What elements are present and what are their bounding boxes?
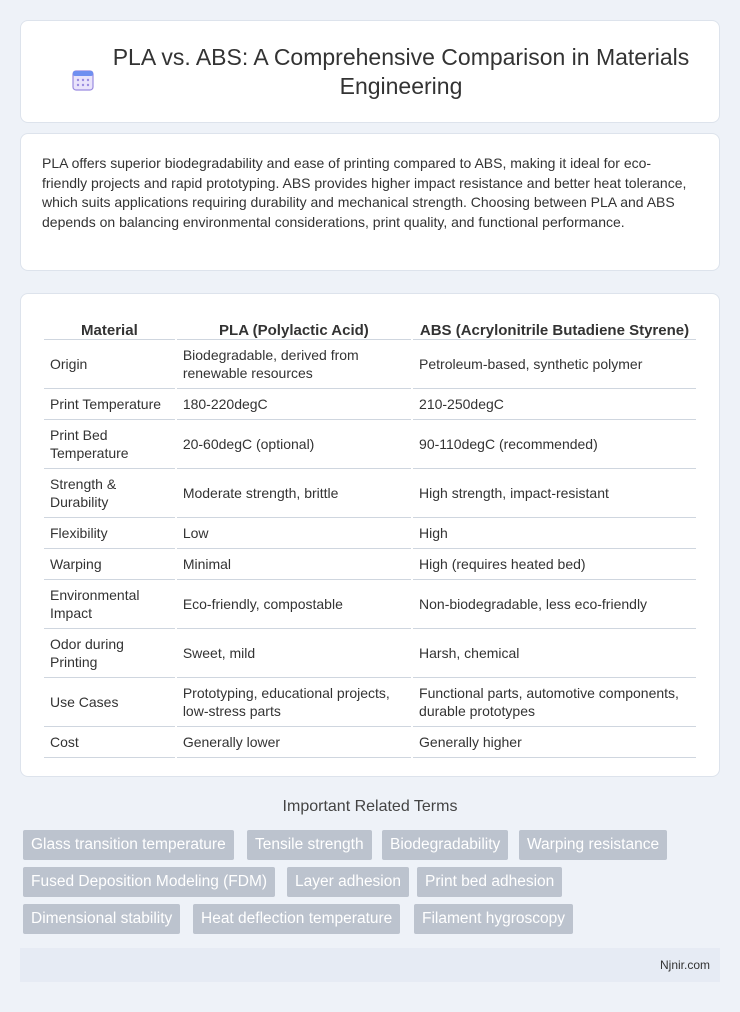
abs-value: High (requires heated bed) <box>413 549 696 580</box>
row-label: Odor during Printing <box>44 629 175 678</box>
row-label: Warping <box>44 549 175 580</box>
term-tag[interactable]: Heat deflection temperature <box>193 904 400 934</box>
pla-value: Low <box>177 518 411 549</box>
term-tag[interactable]: Layer adhesion <box>287 867 409 897</box>
abs-value: High strength, impact-resistant <box>413 469 696 518</box>
pla-value: Generally lower <box>177 727 411 758</box>
table-row <box>44 389 696 420</box>
pla-value: 20-60degC (optional) <box>177 420 411 469</box>
table-row <box>44 518 696 549</box>
abs-value: Petroleum-based, synthetic polymer <box>413 340 696 389</box>
term-tag[interactable]: Tensile strength <box>247 830 372 860</box>
calendar-icon <box>71 68 95 92</box>
pla-value: Prototyping, educational projects, low-stress parts <box>177 678 411 727</box>
pla-value: Eco-friendly, compostable <box>177 580 411 629</box>
row-label: Print Temperature <box>44 389 175 420</box>
footer <box>20 948 720 982</box>
pla-value: Moderate strength, brittle <box>177 469 411 518</box>
row-label: Use Cases <box>44 678 175 727</box>
abs-value: 210-250degC <box>413 389 696 420</box>
table-row <box>44 727 696 758</box>
table-row <box>44 678 696 727</box>
pla-value: Biodegradable, derived from renewable resources <box>177 340 411 389</box>
header-abs: ABS (Acrylonitrile Butadiene Styrene) <box>413 314 696 340</box>
abs-value: Harsh, chemical <box>413 629 696 678</box>
pla-value: 180-220degC <box>177 389 411 420</box>
abs-value: 90-110degC (recommended) <box>413 420 696 469</box>
row-label: Origin <box>44 340 175 389</box>
summary-card <box>20 133 720 271</box>
term-tag[interactable]: Biodegradability <box>382 830 508 860</box>
abs-value: Functional parts, automotive components, durable prototypes <box>413 678 696 727</box>
row-label: Print Bed Temperature <box>44 420 175 469</box>
table-row <box>44 340 696 389</box>
term-tag[interactable]: Filament hygroscopy <box>414 904 573 934</box>
pla-value: Sweet, mild <box>177 629 411 678</box>
table-header-row <box>44 314 696 340</box>
page-title: PLA vs. ABS: A Comprehensive Comparison in Materials Engineering <box>112 44 690 99</box>
row-label: Strength & Durability <box>44 469 175 518</box>
abs-value: Generally higher <box>413 727 696 758</box>
table-row <box>44 469 696 518</box>
table-row <box>44 549 696 580</box>
table-row <box>44 580 696 629</box>
comparison-table-card <box>20 293 720 777</box>
related-terms-heading: Important Related Terms <box>282 798 458 815</box>
term-tag[interactable]: Warping resistance <box>519 830 667 860</box>
footer-site[interactable]: Njnir.com <box>659 958 710 972</box>
table-row <box>44 420 696 469</box>
row-label: Cost <box>44 727 175 758</box>
summary-paragraph: PLA offers superior biodegradability and ease of printing compared to ABS, making it ideal for eco-friendly projects and rapid prototyping. ABS provides higher impact resistance and better heat tolerance, which suits applications requiring durability and mechanical strength. Choosing between PLA and ABS depends on balancing environmental considerations, print quality, and functional performance. <box>42 155 687 230</box>
row-label: Flexibility <box>44 518 175 549</box>
term-tag[interactable]: Print bed adhesion <box>417 867 562 897</box>
pla-value: Minimal <box>177 549 411 580</box>
title-card <box>20 20 720 123</box>
abs-value: High <box>413 518 696 549</box>
comparison-table <box>42 314 698 758</box>
term-tag[interactable]: Fused Deposition Modeling (FDM) <box>23 867 275 897</box>
table-row <box>44 629 696 678</box>
term-tag[interactable]: Dimensional stability <box>23 904 180 934</box>
abs-value: Non-biodegradable, less eco-friendly <box>413 580 696 629</box>
term-tag[interactable]: Glass transition temperature <box>23 830 234 860</box>
row-label: Environmental Impact <box>44 580 175 629</box>
header-material: Material <box>44 314 175 340</box>
header-pla: PLA (Polylactic Acid) <box>177 314 411 340</box>
